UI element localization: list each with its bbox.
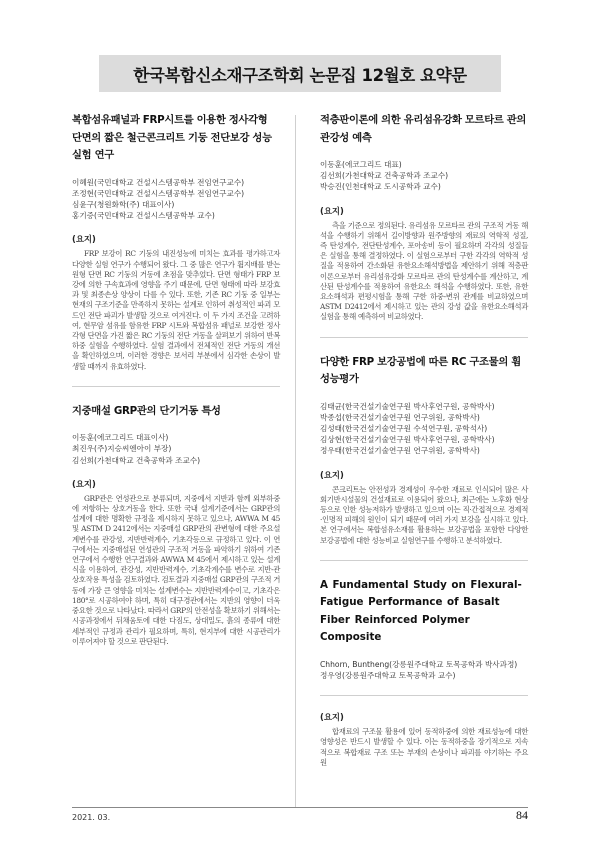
article-separator [320,337,528,338]
page-number: 84 [516,808,528,822]
issue-date: 2021. 03. [72,813,111,822]
author-line: 이동훈(에코그리드 대표이사) [72,433,169,443]
journal-title: 한국복합신소재구조학회 논문집 12월호 요약문 [133,65,467,85]
author-line: 최진우(주)지승씨엔아이 부장) [72,444,172,454]
article [320,354,528,546]
abstract-label: (요지) [320,712,344,723]
article-authors [72,177,280,222]
article-separator [320,695,528,696]
author-line: 이동훈(에코그리드 대표) [320,160,402,169]
author-line: 이혜원(국민대학교 건설시스템공학부 전임연구교수) [72,177,245,187]
author-line: Chhorn, Buntheng(강릉원주대학교 토목공학과 박사과정) [320,659,518,669]
article [320,577,528,768]
article-authors [72,432,280,466]
author-line: 김태균(한국건설기술연구원 박사후연구원, 공학박사) [320,401,495,411]
article-title: A Fundamental Study on Flexural-Fatigue Performance of Basalt Fiber Reinforced Polymer Composite [320,578,522,644]
abstract-text: 합재료의 구조물 활용에 있어 동적하중에 의한 재료성능에 대한 영향성은 반드시 발생할 수 있다. 이는 동적하중을 장기적으로 지속적으로 복합재료 구조 또는 부재의 손상이나 파괴를 야기하는 주요 원 [320,727,528,767]
author-line: 박승진(인천대학교 도시공학과 교수) [320,182,441,192]
abstract-label: (요지) [72,478,96,489]
article-separator [320,560,528,561]
article-separator [72,386,280,387]
article-title: 적층판이론에 의한 유리섬유강화 모르타르 관의 관강성 예측 [320,114,527,144]
right-column [320,112,528,768]
author-line: 김선희(가천대학교 건축공학과 조교수) [72,455,201,465]
author-line: 김선희(가천대학교 건축공학과 조교수) [320,171,449,181]
article-title: 다양한 FRP 보강공법에 따른 RC 구조물의 휨 성능평가 [320,355,521,386]
author-line: 정우영(강릉원주대학교 토목공학과 교수) [320,671,456,681]
article [320,112,528,323]
article [72,112,280,372]
abstract-text: GRP관은 연성관으로 분류되며, 지중에서 지반과 함께 외부하중에 저항하는 상호거동을 한다. 또한 국내 설계기준에서는 GRP관의 설계에 대한 명확한 규정을 제시하지 못하고 있으나, AWWA M 45 및 ASTM D 2412에서는 지중매설 GRP관의 관변형에 대한 주요설계변수를 관강성, 지반반력계수, 기초각등으로 규정하고 있다. 이 연구에서는 지중매설된 연성관의 구조적 거동을 파악하기 위하여 기존 연구에서 수행한 연구결과와 AWWA M 45에서 제시하고 있는 설계식을 이용하여, 관강성, 지반반력계수, 기초각계수를 변수로 지반-관 상호작용 특성을 검토하였다. 검토결과 지중매설 GRP관의 구조적 거동에 가장 큰 영향을 미치는 설계변수는 지반반력계수이고, 기초각은 180°로 시공하여야 하며, 특히 대구경관에서는 지반의 영향이 더욱 중요한 것으로 나타났다. 따라서 GRP의 안전성을 확보하기 위해서는 시공과정에서 뒤채움토에 대한 다짐도, 상대밀도, 흙의 종류에 대한 세부적인 규정과 관리가 필요하며, 특히, 현지부에 대한 시공관리가 이루어져야 할 것으로 판단된다. [72,493,280,646]
author-line: 심윤구(청원화학(주) 대표이사) [72,199,175,209]
author-line: 김성태(한국건설기술연구원 수석연구원, 공학석사) [320,424,488,434]
article-title: 지중매설 GRP관의 단기거동 특성 [72,404,221,417]
abstract-label: (요지) [72,234,96,245]
article-title: 복합섬유패널과 FRP시트를 이용한 정사각형 단면의 짧은 철근콘크리트 기둥 전단보강 성능 실험 연구 [72,114,272,161]
article-authors [320,159,528,193]
author-line: 박종섭(한국건설기술연구원 연구위원, 공학박사) [320,412,480,422]
abstract-text: 콘크리트는 안전성과 경제성이 우수한 재료로 인식되어 많은 사회기반시설물의 건설재료로 이용되어 왔으나, 최근에는 노후화 현상 등으로 인한 성능저하가 발생하고 있으며 이는 직·간접적으로 경제적·인명적 피해의 원인이 되기 때문에 여러 가지 보강을 실시하고 있다. 본 연구에서는 복합섬유소재를 활용하는 보강공법을 포함한 다양한 보강공법에 대한 성능비교 실험연구를 수행하고 분석하였다. [320,484,528,545]
author-line: 김상현(한국건설기술연구원 박사후연구원, 공학박사) [320,435,495,445]
author-line: 조정현(국민대학교 건설시스템공학부 전임연구교수) [72,188,245,198]
article [72,403,280,647]
abstract-label: (요지) [320,469,344,480]
left-column [72,112,280,647]
abstract-text: FRP 보강이 RC 기둥의 내진성능에 미치는 효과를 평가하고자 다양한 실험 연구가 수행되어 왔다. 그 중 많은 연구가 휨지배를 받는 원형 단면 RC 기둥의 거동에 초점을 맞추었다. 단면 형태가 FRP 보강에 의한 구속효과에 영향을 주기 때문에, 단면 형태에 따라 보강효과 및 최종손상 양상이 다를 수 있다. 또한, 기존 RC 기둥 중 일부는 현재의 구조기준을 만족하지 못하는 설계로 인하여 취성적인 파괴 모드인 전단 파괴가 발생할 것으로 여겨진다. 이 두 가지 조건을 고려하여, 현무암 섬유를 함유한 FRP 시트와 복합섬유 패널로 보강한 정사각형 단면을 가진 짧은 RC 기둥의 전단 거동을 살펴보기 위하여 반복하중 실험을 수행하였다. 실험 결과에서 전체적인 전단 거동의 개선을 확인하였으며, 이러한 경향은 보서리 부분에서 심각한 손상이 발생할 때까지 유효하였다. [72,249,280,371]
abstract-label: (요지) [320,205,344,216]
article-authors [320,659,528,681]
author-line: 정우태(한국건설기술연구원 연구위원, 공학박사) [320,446,480,456]
abstract-text: 측을 기준으로 정의된다. 유리섬유 모르타르 관의 구조적 거동 해석을 수행하기 위해서 길이방향과 원주방향의 재료의 역학적 성질, 즉 탄성계수, 전단탄성계수, 포아송비 등이 필요하며 각각의 성질들은 실험을 통해 결정하였다. 이 실험으로부터 구한 각각의 역학적 성질을 적용하여 간소화된 유한요소해석방법을 제안하기 위해 적층판 이론으로부터 유리섬유강화 모르타르 관의 탄성계수를 계산하고, 계산된 탄성계수를 적용하여 유한요소 해석을 수행하였다. 또한, 유한요소해석과 편평시험을 통해 구한 하중-변위 관계를 비교하였으며 ASTM D2412에서 제시하고 있는 관의 강성 값을 유한요소해석과 실험을 통해 예측하여 비교하였다. [320,220,528,322]
journal-title-banner [99,55,501,92]
column-divider [295,115,296,808]
footer-rule [72,807,528,808]
article-authors [320,401,528,457]
author-line: 홍기증(국민대학교 건설시스템공학부 교수) [72,211,215,221]
